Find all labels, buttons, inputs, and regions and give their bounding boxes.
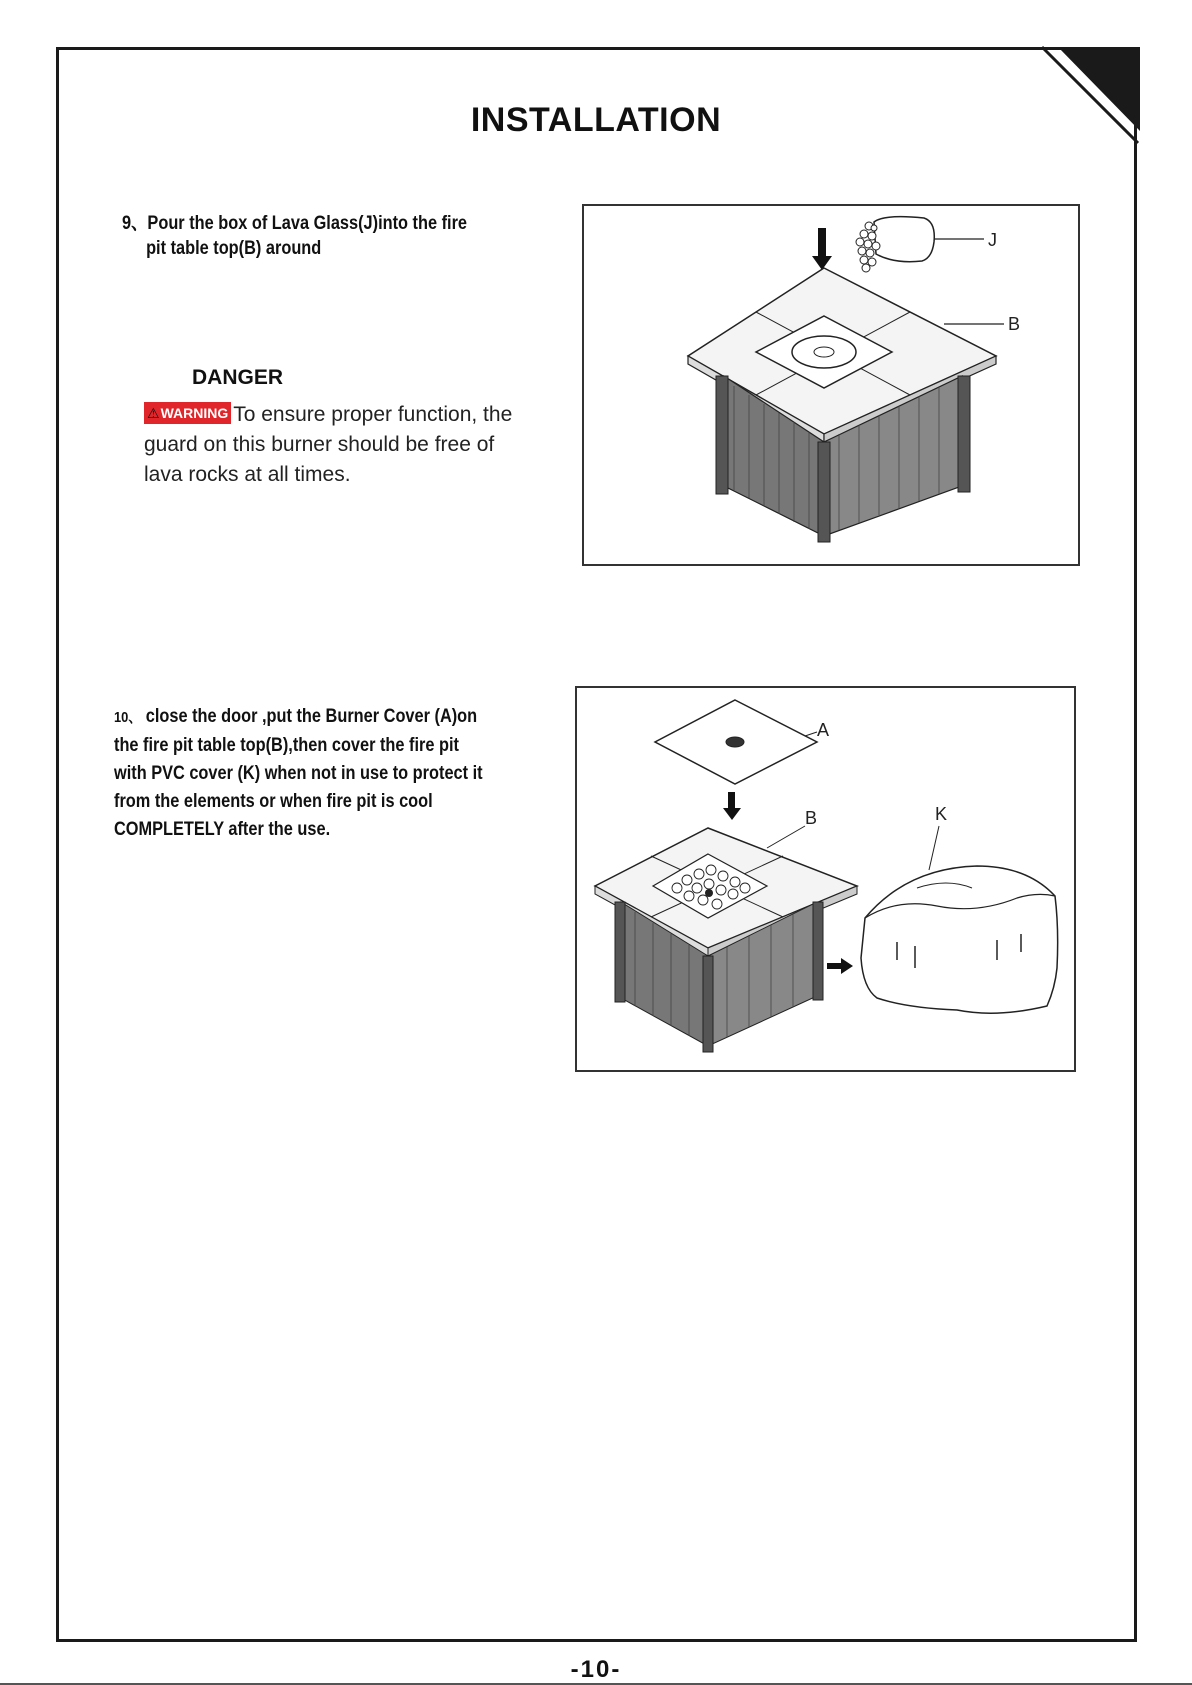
- step-10-line-1: close the door ,put the Burner Cover (A)on: [141, 706, 478, 727]
- step-10-line-4: from the elements or when fire pit is cool: [114, 791, 433, 812]
- step-9-line-1: Pour the box of Lava Glass(J)into the fire: [147, 213, 468, 234]
- figure-2-illustration: [577, 688, 1078, 1074]
- step-10-line-2: the fire pit table top(B),then cover the fire pit: [114, 735, 459, 756]
- step-9-number: 9、: [122, 213, 148, 234]
- step-10-instruction: [114, 703, 561, 844]
- step-10-line-5: COMPLETELY after the use.: [114, 819, 331, 840]
- label-a: A: [817, 720, 830, 740]
- figure-1-illustration: [584, 206, 1082, 568]
- label-b: B: [1008, 314, 1021, 334]
- step-9-line-2: pit table top(B) around: [146, 238, 322, 259]
- step-10-line-3: with PVC cover (K) when not in use to protect it: [114, 763, 483, 784]
- step-10-number: 10、: [114, 709, 142, 726]
- figure-cover-fire-pit: [575, 686, 1076, 1072]
- warning-block: [144, 400, 574, 490]
- warning-badge: [144, 402, 231, 424]
- step-9-instruction: [122, 211, 526, 261]
- label-j: J: [988, 230, 997, 250]
- label-k: K: [935, 804, 948, 824]
- warning-triangle-icon: ⚠: [147, 405, 160, 421]
- figure-pour-lava-glass: [582, 204, 1080, 566]
- warning-text-line-1: To ensure proper function, the: [233, 403, 513, 426]
- page-number: -10-: [570, 1656, 622, 1683]
- warning-badge-label: WARNING: [160, 405, 229, 421]
- danger-heading: DANGER: [192, 366, 284, 389]
- page-title: INSTALLATION: [470, 101, 722, 139]
- label-b: B: [805, 808, 818, 828]
- warning-text-line-2: guard on this burner should be free of: [144, 433, 495, 456]
- warning-text-line-3: lava rocks at all times.: [144, 463, 351, 486]
